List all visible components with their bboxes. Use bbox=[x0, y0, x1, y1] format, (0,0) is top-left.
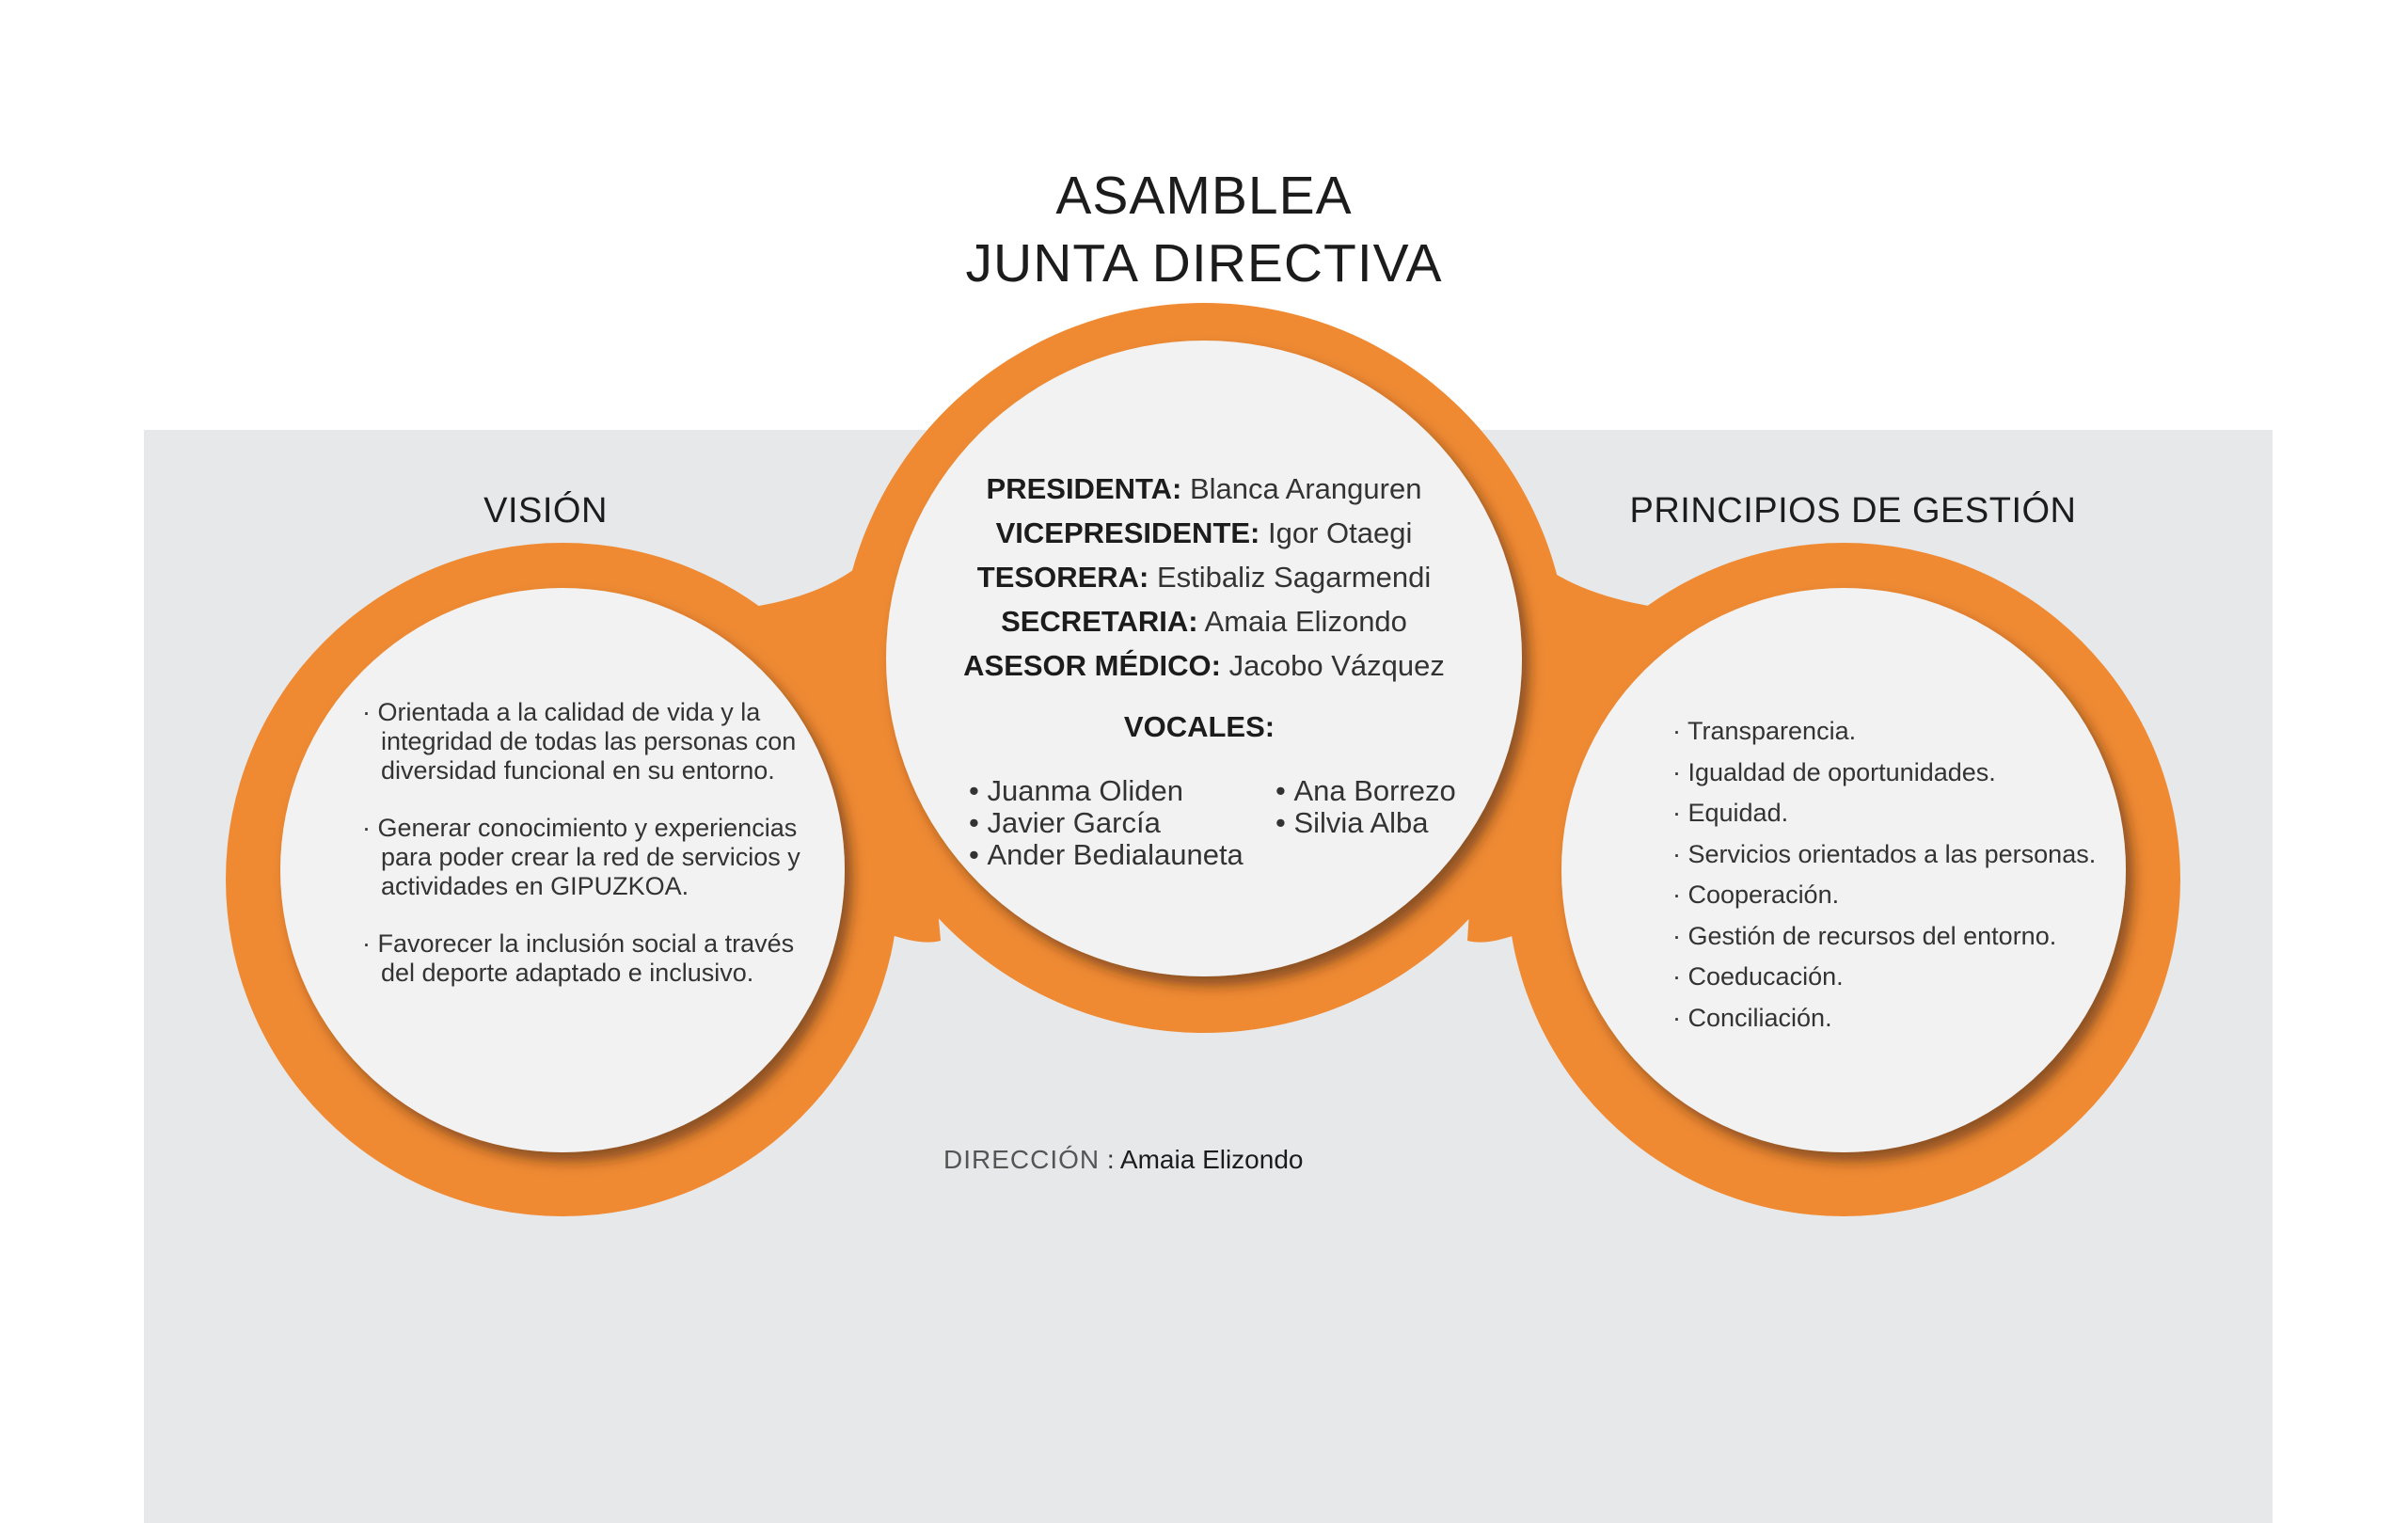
board-members bbox=[898, 467, 1510, 688]
principle-item: · Transparencia. bbox=[1672, 717, 1857, 745]
principle-item: · Conciliación. bbox=[1672, 1003, 1832, 1032]
direccion-line bbox=[943, 1145, 1303, 1175]
vision-list bbox=[362, 698, 814, 1016]
principle-item: · Igualdad de oportunidades. bbox=[1672, 757, 1996, 786]
vision-item: · Orientada a la calidad de vida y la integridad de todas las personas con diversidad funcional en su entorno. bbox=[362, 698, 797, 785]
board-member-medical-advisor: ASESOR MÉDICO: Jacobo Vázquez bbox=[963, 649, 1445, 682]
principles-title: PRINCIPIOS DE GESTIÓN bbox=[1629, 491, 2077, 531]
principle-item: · Cooperación. bbox=[1672, 880, 1840, 909]
board-member-president: PRESIDENTA: Blanca Aranguren bbox=[986, 472, 1422, 505]
principle-item: · Servicios orientados a las personas. bbox=[1672, 839, 2097, 868]
vocales-list-left bbox=[969, 775, 1244, 871]
title-junta-directiva: JUNTA DIRECTIVA bbox=[965, 233, 1443, 293]
vocal-item: • Juanma Oliden bbox=[969, 775, 1244, 807]
vision-title: VISIÓN bbox=[483, 491, 608, 531]
vocal-item: • Silvia Alba bbox=[1275, 807, 1456, 839]
principle-item: · Gestión de recursos del entorno. bbox=[1672, 921, 2057, 950]
vision-item: · Favorecer la inclusión social a través del deporte adaptado e inclusivo. bbox=[362, 929, 795, 987]
board-member-treasurer: TESORERA: Estibaliz Sagarmendi bbox=[976, 561, 1432, 594]
vocal-item: • Ana Borrezo bbox=[1275, 775, 1456, 807]
vocales-list-right bbox=[1275, 775, 1456, 839]
principles-list bbox=[1672, 711, 2162, 1039]
board-member-secretary: SECRETARIA: Amaia Elizondo bbox=[1001, 605, 1407, 638]
direccion-label: DIRECCIÓN bbox=[943, 1145, 1101, 1174]
title-asamblea: ASAMBLEA bbox=[1055, 166, 1353, 226]
vocal-item: • Ander Bedialauneta bbox=[969, 839, 1244, 871]
direccion-separator: : bbox=[1100, 1145, 1120, 1174]
direccion-name: Amaia Elizondo bbox=[1119, 1145, 1304, 1174]
principle-item: · Coeducación. bbox=[1672, 962, 1844, 991]
vocal-item: • Javier García bbox=[969, 807, 1244, 839]
board-member-vicepresident: VICEPRESIDENTE: Igor Otaegi bbox=[995, 516, 1413, 549]
vocales-title: VOCALES: bbox=[1123, 710, 1275, 743]
principle-item: · Equidad. bbox=[1672, 799, 1789, 827]
header-title bbox=[734, 162, 1674, 297]
vision-item: · Generar conocimiento y experiencias para poder crear la red de servicios y actividades en GIPUZKOA. bbox=[362, 814, 800, 900]
